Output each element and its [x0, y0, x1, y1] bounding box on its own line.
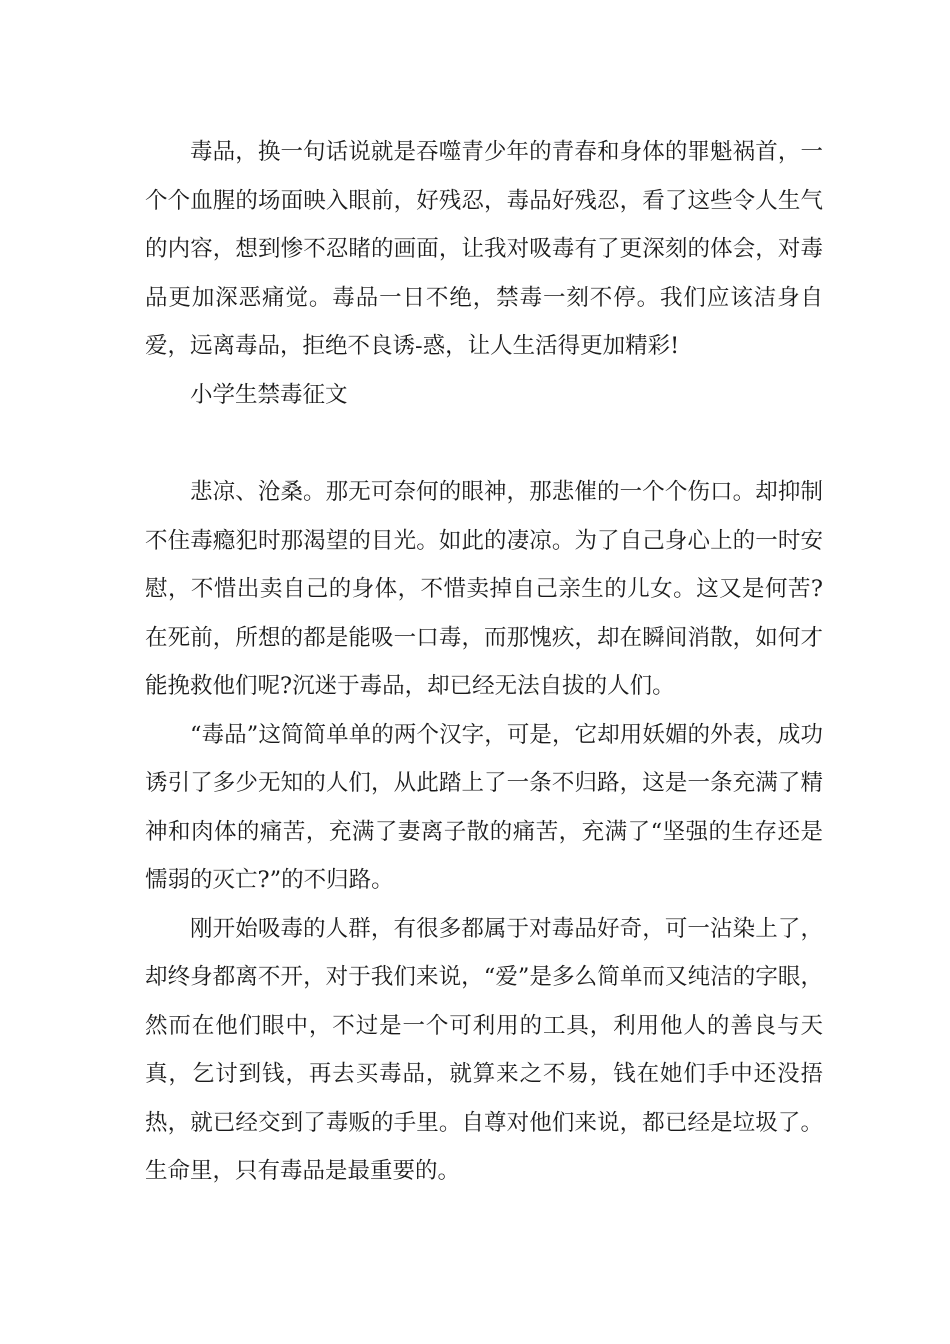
- section-title: 小学生禁毒征文: [190, 381, 348, 408]
- paragraph-2: “毒品”这简简单单的两个汉字，可是，它却用妖媚的外表，成功诱引了多少无知的人们，从此踏上了一条不归路，这是一条充满了精神和肉体的痛苦，充满了妻离子散的痛苦，充满了“坚强的生存还是懦弱的灭亡?”的不归路。: [145, 721, 823, 893]
- paragraph-3: 刚开始吸毒的人群，有很多都属于对毒品好奇，可一沾染上了，却终身都离不开，对于我们来说，“爱”是多么简单而又纯洁的字眼，然而在他们眼中，不过是一个可利用的工具，利用他人的善良与天真，乞讨到钱，再去买毒品，就算来之不易，钱在她们手中还没捂热，就已经交到了毒贩的手里。自尊对他们来说，都已经是垃圾了。生命里，只有毒品是最重要的。: [145, 915, 823, 1184]
- paragraph-intro: 毒品，换一句话说就是吞噬青少年的青春和身体的罪魁祸首，一个个血腥的场面映入眼前，好残忍，毒品好残忍，看了这些令人生气的内容，想到惨不忍睹的画面，让我对吸毒有了更深刻的体会，对毒品更加深恶痛觉。毒品一日不绝，禁毒一刻不停。我们应该洁身自爱，远离毒品，拒绝不良诱-惑，让人生活得更加精彩!: [145, 139, 823, 359]
- paragraph-1: 悲凉、沧桑。那无可奈何的眼神，那悲催的一个个伤口。却抑制不住毒瘾犯时那渴望的目光。如此的凄凉。为了自己身心上的一时安慰，不惜出卖自己的身体，不惜卖掉自己亲生的儿女。这又是何苦?在死前，所想的都是能吸一口毒，而那愧疚，却在瞬间消散，如何才能挽救他们呢?沉迷于毒品，却已经无法自拔的人们。: [145, 479, 823, 699]
- document-body: [145, 128, 823, 1196]
- blank-line: [145, 419, 823, 468]
